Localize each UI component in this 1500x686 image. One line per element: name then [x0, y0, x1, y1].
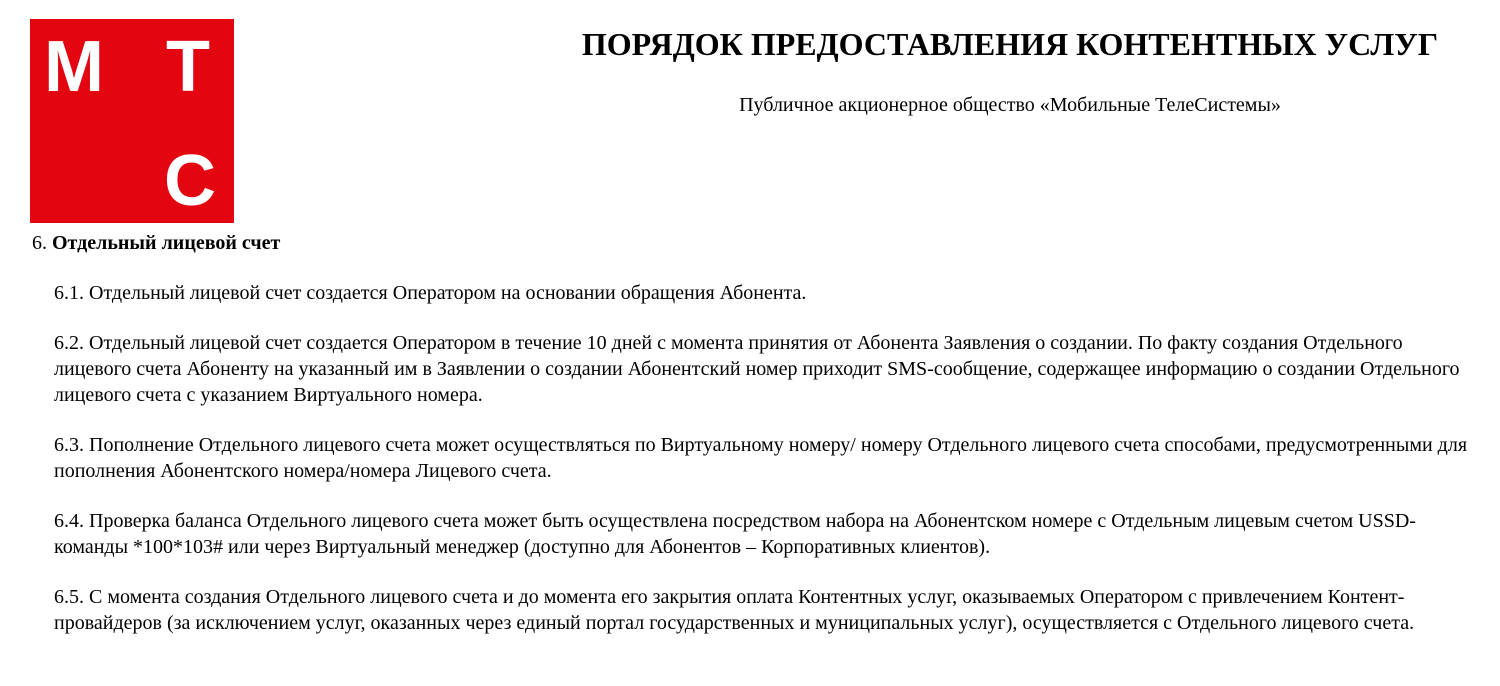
section-number: 6.: [32, 232, 47, 254]
section-heading: [32, 230, 1482, 256]
clause-6-5: 6.5. С момента создания Отдельного лицевого счета и до момента его закрытия оплата Контентных услуг, оказываемых Оператором с привлечением Контент-провайдеров (за исключением услуг, оказанных через единый портал государственных и муниципальных услуг), осуществляется с Отдельного лицевого счета.: [54, 586, 1415, 634]
section-title: Отдельный лицевой счет: [52, 232, 281, 254]
clause-6-1: 6.1. Отдельный лицевой счет создается Оператором на основании обращения Абонента.: [54, 282, 807, 304]
section-6: [32, 230, 1482, 636]
logo-letter-m: М: [44, 27, 104, 107]
clause-list: [32, 280, 1482, 636]
clause-6-3: 6.3. Пополнение Отдельного лицевого счета может осуществляться по Виртуальному номеру/ номеру Отдельного лицевого счета способами, предусмотренными для пополнения Абонентского номера/номера Лицевого счета.: [54, 434, 1468, 482]
document-subtitle: Публичное акционерное общество «Мобильные ТелеСистемы»: [739, 94, 1281, 116]
mts-logo: [30, 19, 234, 223]
clause-6-4: 6.4. Проверка баланса Отдельного лицевого счета может быть осуществлена посредством набора на Абонентском номере с Отдельным лицевым счетом USSD-команды *100*103# или через Виртуальный менеджер (доступно для Абонентов – Корпоративных клиентов).: [54, 510, 1416, 558]
logo-letter-s: С: [164, 141, 216, 221]
clause-6-2: 6.2. Отдельный лицевой счет создается Оператором в течение 10 дней с момента принятия от Абонента Заявления о создании. По факту создания Отдельного лицевого счета Абоненту на указанный им в Заявлении о создании Абонентский номер приходит SMS-сообщение, содержащее информацию о создании Отдельного лицевого счета с указанием Виртуального номера.: [54, 332, 1460, 406]
logo-letter-t: Т: [166, 27, 210, 107]
document-title: ПОРЯДОК ПРЕДОСТАВЛЕНИЯ КОНТЕНТНЫХ УСЛУГ: [581, 26, 1439, 62]
